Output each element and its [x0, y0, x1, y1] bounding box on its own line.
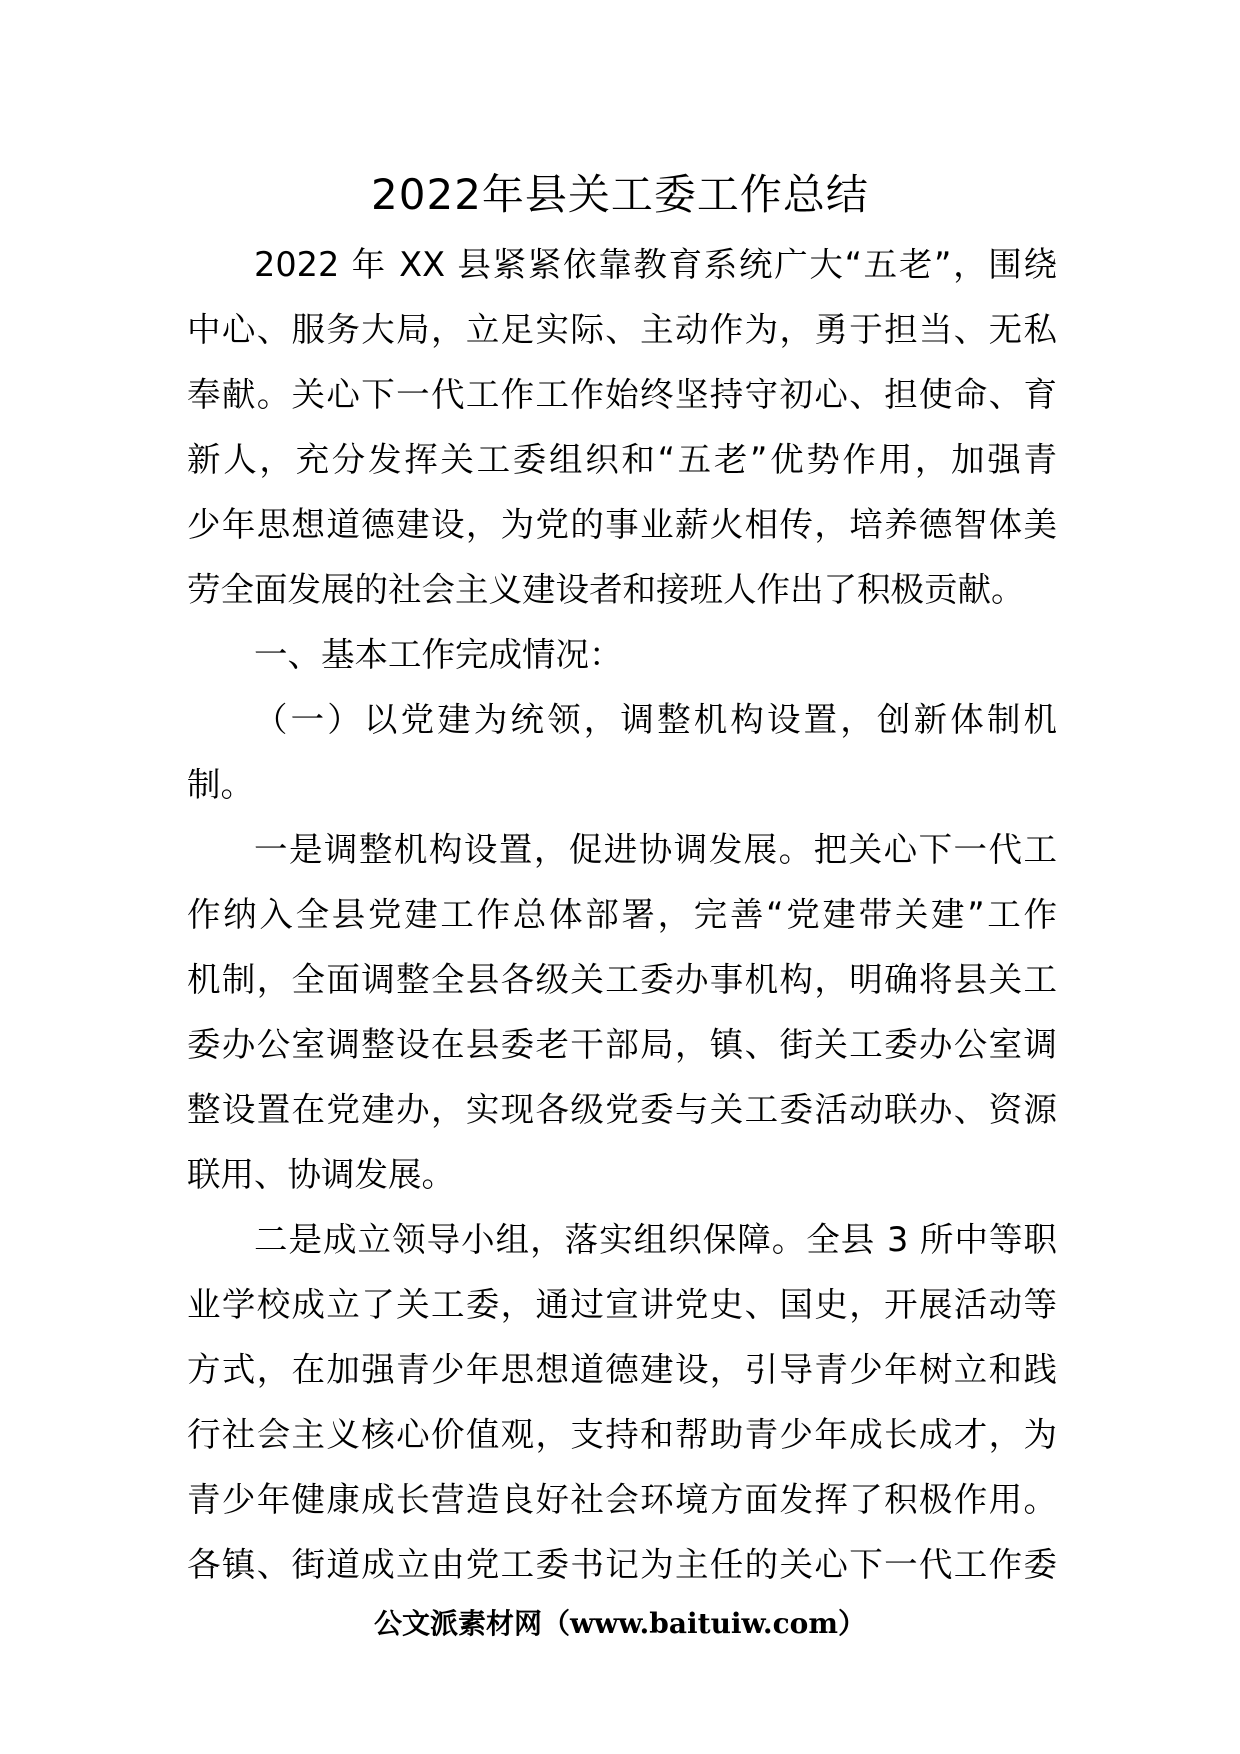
body-line: 青少年健康成长营造良好社会环境方面发挥了积极作用。	[187, 1480, 1057, 1519]
body-line: 二是成立领导小组，落实组织保障。全县 3 所中等职	[254, 1220, 1057, 1259]
body-line: 联用、协调发展。	[187, 1155, 455, 1194]
subsection-heading: （一）以党建为统领，调整机构设置，创新体制机	[254, 700, 1057, 739]
body-line: 少年思想道德建设，为党的事业薪火相传，培养德智体美	[187, 505, 1057, 544]
body-line: 机制，全面调整全县各级关工委办事机构，明确将县关工	[187, 960, 1057, 999]
body-line: 2022 年 XX 县紧紧依靠教育系统广大“五老”，围绕	[254, 245, 1057, 284]
body-line: 整设置在党建办，实现各级党委与关工委活动联办、资源	[187, 1090, 1057, 1129]
body-line: 行社会主义核心价值观，支持和帮助青少年成长成才，为	[187, 1415, 1057, 1454]
body-line: 一是调整机构设置，促进协调发展。把关心下一代工	[254, 830, 1057, 869]
document-title: 2022年县关工委工作总结	[371, 170, 869, 219]
document-body	[187, 232, 1057, 1597]
section-heading: 一、基本工作完成情况：	[254, 635, 623, 674]
footer-watermark: 公文派素材网（www.baituiw.com）	[374, 1607, 866, 1640]
body-line: 作纳入全县党建工作总体部署，完善“党建带关建”工作	[187, 895, 1057, 934]
body-line: 奉献。关心下一代工作工作始终坚持守初心、担使命、育	[187, 375, 1057, 414]
subsection-heading-cont: 制。	[187, 765, 254, 804]
body-line: 各镇、街道成立由党工委书记为主任的关心下一代工作委	[187, 1545, 1057, 1584]
body-line: 劳全面发展的社会主义建设者和接班人作出了积极贡献。	[187, 570, 1025, 609]
body-line: 新人，充分发挥关工委组织和“五老”优势作用，加强青	[187, 440, 1057, 479]
body-line: 业学校成立了关工委，通过宣讲党史、国史，开展活动等	[187, 1285, 1057, 1324]
body-line: 委办公室调整设在县委老干部局，镇、街关工委办公室调	[187, 1025, 1057, 1064]
body-line: 方式，在加强青少年思想道德建设，引导青少年树立和践	[187, 1350, 1057, 1389]
body-line: 中心、服务大局，立足实际、主动作为，勇于担当、无私	[187, 310, 1057, 349]
